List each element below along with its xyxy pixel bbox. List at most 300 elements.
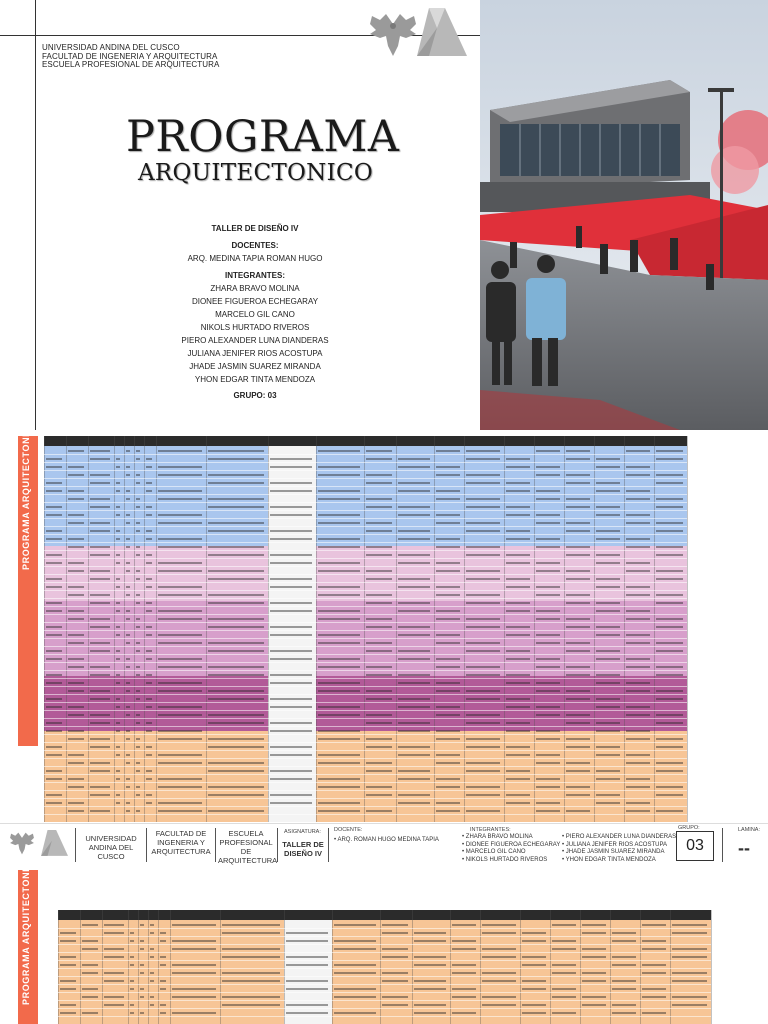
table-cell-text	[656, 786, 683, 788]
table-cell-text	[626, 762, 650, 764]
table-cell-text	[136, 674, 140, 676]
table-cell-text	[60, 932, 76, 934]
table-cell-text	[116, 674, 120, 676]
table-cell-text	[126, 522, 130, 524]
table-cell-text	[68, 658, 84, 660]
table-cell-text	[366, 602, 392, 604]
table-cell-text	[116, 778, 120, 780]
table-cell-text	[140, 996, 144, 998]
table-cell-text	[68, 786, 84, 788]
table-cell-text	[46, 610, 62, 612]
footer-divider	[277, 828, 278, 862]
table-cell-text	[436, 522, 460, 524]
table-cell-text	[158, 498, 202, 500]
table-cell-text	[596, 746, 620, 748]
table-cell-text	[582, 996, 606, 998]
table-cell-text	[146, 602, 152, 604]
table-cell-text	[46, 554, 62, 556]
table-cell-text	[90, 626, 110, 628]
table-cell-text	[126, 594, 130, 596]
table-cell-text	[116, 554, 120, 556]
table-cell-text	[626, 546, 650, 548]
table-cell-text	[158, 802, 202, 804]
grid-row-line	[44, 550, 687, 551]
table-cell-text	[642, 988, 666, 990]
table-cell-text	[208, 506, 264, 508]
table-cell-text	[536, 706, 560, 708]
table-cell-text	[136, 722, 140, 724]
table-cell-text	[160, 1012, 166, 1014]
table-cell-text	[270, 602, 312, 604]
table-cell-text	[150, 996, 154, 998]
table-cell-text	[68, 618, 84, 620]
table-cell-text	[566, 674, 590, 676]
table-cell-text	[90, 474, 110, 476]
table-cell-text	[436, 498, 460, 500]
table-cell-text	[140, 948, 144, 950]
table-cell-text	[68, 570, 84, 572]
table-cell-text	[270, 610, 312, 612]
grid-row-line	[44, 718, 687, 719]
table-cell-text	[466, 450, 500, 452]
table-cell-text	[566, 690, 590, 692]
table-cell-text	[68, 610, 84, 612]
table-cell-text	[116, 754, 120, 756]
footer-integrantes-label: INTEGRANTES:	[470, 827, 511, 833]
table-cell-text	[566, 594, 590, 596]
table-cell-text	[126, 450, 130, 452]
table-cell-text	[566, 738, 590, 740]
table-cell-text	[104, 996, 124, 998]
table-cell-text	[398, 730, 430, 732]
table-cell-text	[90, 746, 110, 748]
grid-row-line	[44, 806, 687, 807]
grid-row-line	[44, 486, 687, 487]
table-cell-text	[382, 948, 408, 950]
table-cell-text	[60, 988, 76, 990]
table-cell-text	[398, 490, 430, 492]
member-name: DIONEE FIGUEROA ECHEGARAY	[191, 297, 319, 306]
table-cell-text	[656, 554, 683, 556]
table-cell-text	[222, 996, 280, 998]
grid-row-line	[58, 984, 711, 985]
table-cell-text	[596, 682, 620, 684]
footer-asignatura-label: ASIGNATURA:	[284, 829, 321, 835]
table-cell-text	[596, 650, 620, 652]
table-cell-text	[626, 474, 650, 476]
table-cell-text	[536, 730, 560, 732]
table-cell-text	[626, 498, 650, 500]
table-cell-text	[46, 514, 62, 516]
table-cell-text	[506, 698, 530, 700]
table-cell-text	[436, 474, 460, 476]
table-cell-text	[318, 610, 360, 612]
table-cell-text	[208, 474, 264, 476]
table-cell-text	[158, 610, 202, 612]
member-name: MARCELO GIL CANO	[465, 849, 526, 855]
table-cell-text	[146, 802, 152, 804]
table-cell-text	[146, 466, 152, 468]
table-cell-text	[126, 562, 130, 564]
table-cell-text	[672, 996, 707, 998]
table-cell-text	[46, 602, 62, 604]
grid-row-line	[44, 694, 687, 695]
table-cell-text	[270, 650, 312, 652]
table-cell-text	[136, 594, 140, 596]
table-cell-text	[436, 618, 460, 620]
table-cell-text	[656, 506, 683, 508]
table-cell-text	[68, 538, 84, 540]
grid-column-line	[711, 910, 712, 1024]
table-cell-text	[466, 746, 500, 748]
table-cell-text	[150, 956, 154, 958]
table-cell-text	[398, 562, 430, 564]
table-cell-text	[536, 778, 560, 780]
table-cell-text	[626, 634, 650, 636]
table-cell-text	[414, 988, 446, 990]
table-header-row	[58, 910, 711, 920]
table-cell-text	[436, 690, 460, 692]
table-cell-text	[536, 570, 560, 572]
table-cell-text	[612, 1004, 636, 1006]
table-cell-text	[656, 530, 683, 532]
table-cell-text	[466, 738, 500, 740]
grid-row-line	[58, 944, 711, 945]
table-cell-text	[334, 988, 376, 990]
table-cell-text	[172, 988, 216, 990]
table-cell-text	[398, 538, 430, 540]
table-cell-text	[270, 754, 312, 756]
table-cell-text	[46, 586, 62, 588]
table-cell-text	[656, 578, 683, 580]
table-cell-text	[536, 762, 560, 764]
table-cell-text	[116, 770, 120, 772]
table-cell-text	[366, 498, 392, 500]
table-cell-text	[566, 666, 590, 668]
table-cell-text	[208, 594, 264, 596]
table-cell-text	[596, 538, 620, 540]
table-cell-text	[126, 498, 130, 500]
table-cell-text	[626, 618, 650, 620]
table-cell-text	[482, 924, 516, 926]
table-cell-text	[60, 940, 76, 942]
table-cell-text	[136, 570, 140, 572]
table-cell-text	[146, 586, 152, 588]
table-cell-text	[506, 626, 530, 628]
table-cell-text	[536, 538, 560, 540]
table-cell-text	[366, 482, 392, 484]
table-cell-text	[452, 988, 476, 990]
table-cell-text	[90, 794, 110, 796]
table-cell-text	[116, 634, 120, 636]
table-cell-text	[136, 474, 140, 476]
table-cell-text	[158, 546, 202, 548]
table-cell-text	[158, 522, 202, 524]
table-cell-text	[318, 450, 360, 452]
table-cell-text	[566, 602, 590, 604]
footer-divider	[722, 828, 723, 862]
footer-divider	[75, 828, 76, 862]
table-cell-text	[136, 578, 140, 580]
architecture-render-image	[480, 0, 768, 430]
table-cell-text	[398, 754, 430, 756]
member-name: PIERO ALEXANDER LUNA DIANDERAS	[181, 336, 329, 345]
table-cell-text	[208, 546, 264, 548]
table-cell-text	[130, 964, 134, 966]
table-cell-text	[318, 570, 360, 572]
table-cell-text	[140, 924, 144, 926]
table-cell-text	[104, 972, 124, 974]
table-cell-text	[536, 610, 560, 612]
table-cell-text	[126, 658, 130, 660]
table-cell-text	[536, 490, 560, 492]
table-cell-text	[146, 538, 152, 540]
table-cell-text	[436, 514, 460, 516]
table-cell-text	[270, 778, 312, 780]
member-name: JULIANA JENIFER RIOS ACOSTUPA	[565, 841, 668, 848]
table-cell-text	[366, 666, 392, 668]
cover-vertical-rule	[35, 0, 36, 430]
table-cell-text	[626, 730, 650, 732]
table-cell-text	[466, 594, 500, 596]
table-cell-text	[506, 634, 530, 636]
member-name: ZHARA BRAVO MOLINA	[465, 834, 533, 840]
table-cell-text	[656, 666, 683, 668]
table-cell-text	[506, 794, 530, 796]
table-cell-text	[104, 956, 124, 958]
table-cell-text	[334, 940, 376, 942]
table-cell-text	[82, 924, 98, 926]
table-cell-text	[382, 996, 408, 998]
table-cell-text	[626, 570, 650, 572]
table-cell-text	[482, 948, 516, 950]
table-cell-text	[506, 706, 530, 708]
table-cell-text	[466, 626, 500, 628]
table-cell-text	[104, 932, 124, 934]
table-cell-text	[436, 802, 460, 804]
table-cell-text	[582, 1004, 606, 1006]
grid-row-line	[44, 758, 687, 759]
cover-page	[0, 0, 768, 430]
table-cell-text	[146, 530, 152, 532]
table-cell-text	[116, 610, 120, 612]
table-cell-text	[126, 714, 130, 716]
table-cell-text	[318, 514, 360, 516]
table-cell-text	[366, 690, 392, 692]
table-cell-text	[136, 810, 140, 812]
table-cell-text	[506, 682, 530, 684]
table-cell-text	[46, 698, 62, 700]
table-cell-text	[452, 940, 476, 942]
table-cell-text	[596, 514, 620, 516]
table-cell-text	[172, 996, 216, 998]
table-cell-text	[208, 770, 264, 772]
table-cell-text	[398, 482, 430, 484]
table-cell-text	[506, 730, 530, 732]
table-cell-text	[82, 972, 98, 974]
table-cell-text	[160, 1004, 166, 1006]
table-cell-text	[566, 626, 590, 628]
grid-row-line	[44, 502, 687, 503]
table-cell-text	[46, 754, 62, 756]
table-cell-text	[334, 948, 376, 950]
table-cell-text	[286, 964, 328, 966]
table-cell-text	[366, 546, 392, 548]
table-cell-text	[414, 956, 446, 958]
footer-member: • JULIANA JENIFER RIOS ACOSTUPA	[562, 841, 668, 848]
table-cell-text	[334, 1012, 376, 1014]
table-cell-text	[116, 682, 120, 684]
grid-row-line	[44, 630, 687, 631]
table-cell-text	[136, 650, 140, 652]
grid-row-line	[58, 992, 711, 993]
letter-a-logo-icon	[415, 8, 467, 58]
table-cell-text	[626, 802, 650, 804]
table-cell-text	[116, 482, 120, 484]
table-cell-text	[82, 988, 98, 990]
footer-docente-name: ARQ. ROMAN HUGO MEDINA TAPIA	[337, 837, 439, 843]
footer-school: ESCUELA PROFESIONAL DE ARQUITECTURA	[218, 829, 278, 865]
table-cell-text	[466, 690, 500, 692]
table-cell-text	[366, 506, 392, 508]
table-cell-text	[146, 458, 152, 460]
table-cell-text	[90, 810, 110, 812]
table-cell-text	[46, 466, 62, 468]
table-cell-text	[656, 482, 683, 484]
title-block-footer	[0, 823, 768, 865]
footer-divider	[146, 828, 147, 862]
grid-row-line	[58, 952, 711, 953]
member-name: YHON EDGAR TINTA MENDOZA	[194, 375, 316, 384]
table-cell-text	[318, 586, 360, 588]
table-cell-text	[116, 466, 120, 468]
grid-row-line	[44, 518, 687, 519]
table-cell-text	[140, 964, 144, 966]
zone-band-orange	[44, 731, 687, 822]
table-cell-text	[414, 940, 446, 942]
table-cell-text	[466, 762, 500, 764]
table-cell-text	[172, 948, 216, 950]
table-cell-text	[656, 762, 683, 764]
table-cell-text	[656, 458, 683, 460]
table-cell-text	[522, 964, 546, 966]
table-cell-text	[146, 754, 152, 756]
table-cell-text	[452, 996, 476, 998]
table-cell-text	[136, 762, 140, 764]
table-cell-text	[566, 450, 590, 452]
table-cell-text	[46, 458, 62, 460]
table-cell-text	[596, 794, 620, 796]
table-cell-text	[536, 810, 560, 812]
table-cell-text	[158, 658, 202, 660]
table-cell-text	[208, 602, 264, 604]
table-cell-text	[656, 474, 683, 476]
table-cell-text	[270, 482, 312, 484]
course-name: TALLER DE DISEÑO IV	[211, 224, 299, 233]
table-cell-text	[136, 450, 140, 452]
table-cell-text	[270, 634, 312, 636]
table-cell-text	[146, 730, 152, 732]
table-cell-text	[466, 786, 500, 788]
table-cell-text	[626, 450, 650, 452]
table-cell-text	[158, 730, 202, 732]
table-cell-text	[68, 730, 84, 732]
table-cell-text	[656, 674, 683, 676]
table-cell-text	[68, 762, 84, 764]
table-cell-text	[672, 1004, 707, 1006]
table-cell-text	[536, 786, 560, 788]
table-cell-text	[398, 506, 430, 508]
table-cell-text	[436, 778, 460, 780]
grid-row-line	[44, 734, 687, 735]
table-cell-text	[146, 794, 152, 796]
table-cell-text	[436, 730, 460, 732]
table-cell-text	[158, 810, 202, 812]
table-cell-text	[452, 972, 476, 974]
table-cell-text	[596, 706, 620, 708]
table-cell-text	[90, 554, 110, 556]
table-cell-text	[318, 706, 360, 708]
table-cell-text	[366, 698, 392, 700]
table-cell-text	[466, 602, 500, 604]
table-cell-text	[672, 980, 707, 982]
table-cell-text	[82, 964, 98, 966]
table-cell-text	[140, 1012, 144, 1014]
table-cell-text	[116, 458, 120, 460]
table-cell-text	[270, 578, 312, 580]
table-cell-text	[672, 956, 707, 958]
table-cell-text	[318, 538, 360, 540]
table-cell-text	[582, 924, 606, 926]
grid-row-line	[44, 678, 687, 679]
table-cell-text	[436, 586, 460, 588]
table-cell-text	[466, 554, 500, 556]
table-cell-text	[126, 546, 130, 548]
table-cell-text	[612, 980, 636, 982]
footer-member: • DIONEE FIGUEROA ECHEGARAY	[462, 841, 561, 848]
table-cell-text	[318, 730, 360, 732]
table-cell-text	[116, 586, 120, 588]
table-cell-text	[522, 988, 546, 990]
grid-row-line	[44, 702, 687, 703]
table-cell-text	[436, 562, 460, 564]
table-cell-text	[596, 634, 620, 636]
grid-row-line	[58, 1000, 711, 1001]
table-cell-text	[222, 948, 280, 950]
table-cell-text	[208, 578, 264, 580]
table-cell-text	[126, 730, 130, 732]
table-cell-text	[136, 666, 140, 668]
table-cell-text	[82, 1012, 98, 1014]
table-cell-text	[146, 482, 152, 484]
table-cell-text	[68, 514, 84, 516]
table-cell-text	[436, 754, 460, 756]
table-cell-text	[222, 980, 280, 982]
table-cell-text	[126, 490, 130, 492]
table-cell-text	[146, 770, 152, 772]
table-cell-text	[146, 554, 152, 556]
table-cell-text	[126, 778, 130, 780]
table-cell-text	[160, 964, 166, 966]
table-cell-text	[506, 490, 530, 492]
table-cell-text	[366, 450, 392, 452]
table-cell-text	[158, 754, 202, 756]
table-cell-text	[208, 626, 264, 628]
table-cell-text	[466, 458, 500, 460]
faculty-name: FACULTAD DE INGENERIA Y ARQUITECTURA	[42, 51, 218, 61]
table-cell-text	[436, 594, 460, 596]
table-cell-text	[270, 770, 312, 772]
